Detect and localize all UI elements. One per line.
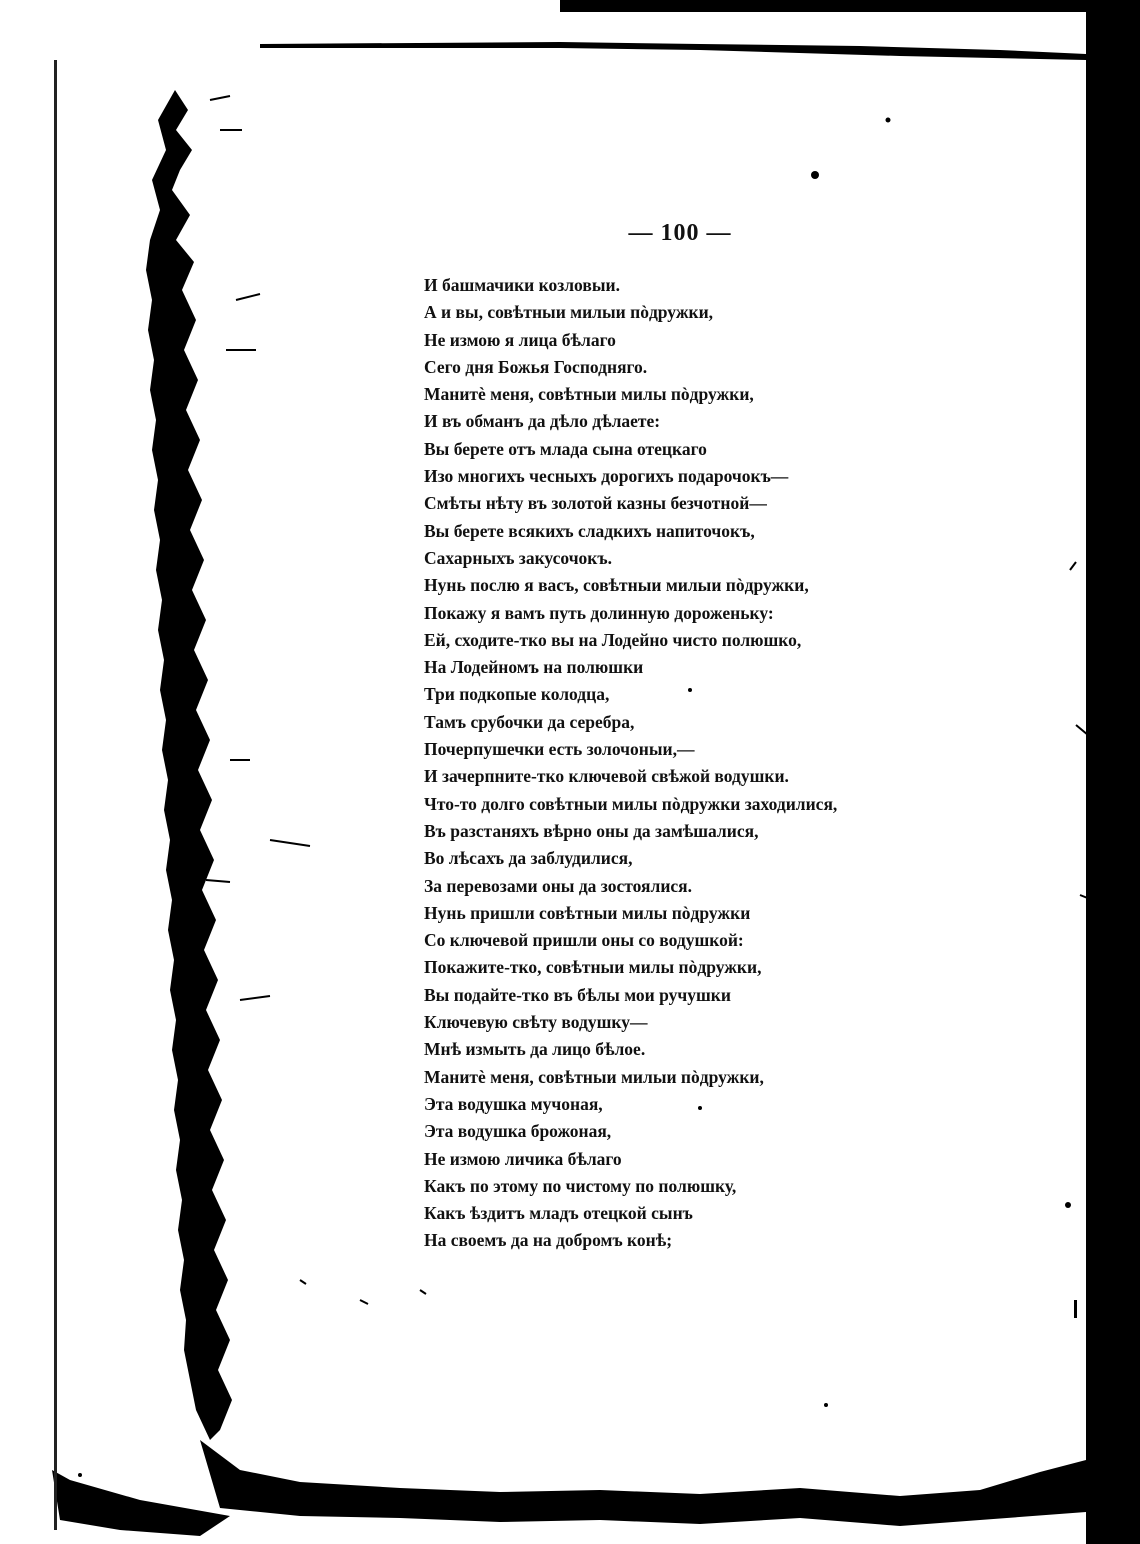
poem-line: Смѣты нѣту въ золотой казны безчотной—: [424, 493, 767, 514]
poem-line: Эта водушка мучоная,: [424, 1093, 603, 1114]
poem-line: И башмачики козловыи.: [424, 275, 620, 295]
poem-line: Мнѣ измыть да лицо бѣлое.: [424, 1039, 646, 1060]
poem-line: Сего дня Божья Господняго.: [424, 356, 648, 377]
poem-line: Манитѐ меня, совѣтныи милы пòдружки,: [424, 384, 754, 405]
poem-line: Вы подайте-тко въ бѣлы мои ручушки: [424, 984, 731, 1005]
left-margin-line: [54, 60, 57, 1530]
left-torn-edge: [146, 90, 232, 1440]
right-edge-band: [1086, 0, 1140, 1544]
poem-line: На своемъ да на добромъ конѣ;: [424, 1230, 673, 1251]
margin-mark-right: [1074, 1300, 1077, 1318]
speck: [886, 118, 891, 123]
poem-line: На Лодейномъ на полюшки: [424, 657, 644, 678]
poem-line: Въ разстаняхъ вѣрно оны да замѣшалися,: [424, 820, 759, 841]
poem-line: Со ключевой пришли оны со водушкой:: [424, 930, 744, 951]
poem-line: Покажите-тко, совѣтныи милы пòдружки,: [424, 957, 762, 978]
poem-line: И зачерпните-тко ключевой свѣжой водушки.: [424, 766, 789, 787]
poem-line: Тамъ срубочки да серебра,: [424, 711, 635, 732]
poem-line: Что-то долго совѣтныи милы пòдружки заходилися,: [424, 793, 838, 814]
poem-text: [424, 272, 984, 1255]
poem-line: Три подкопые колодца,: [424, 684, 610, 705]
poem-line: Какъ ѣздитъ младъ отецкой сынъ: [424, 1203, 693, 1224]
poem-line: Почерпушечки есть золочоныи,—: [424, 739, 695, 760]
poem-line: Ключевую свѣту водушку—: [424, 1012, 648, 1033]
poem-line: Во лѣсахъ да заблудилися,: [424, 848, 633, 869]
poem-line: Изо многихъ чесныхъ дорогихъ подарочокъ—: [424, 466, 789, 487]
bottom-torn-edge: [200, 1440, 1086, 1526]
poem-line: За перевозами оны да зостоялися.: [424, 875, 693, 896]
poem-line: Не измою личика бѣлаго: [424, 1148, 622, 1169]
speck: [811, 171, 819, 179]
poem-line: Манитѐ меня, совѣтныи милыи пòдружки,: [424, 1066, 764, 1087]
left-lower-strip: [52, 1470, 230, 1536]
poem-line: Ей, сходите-тко вы на Лодейно чисто полюшко,: [424, 629, 802, 650]
page-number: — 100 —: [628, 220, 732, 246]
poem-line: И въ обманъ да дѣло дѣлаете:: [424, 411, 661, 432]
poem-line: Вы берете отъ млада сына отецкаго: [424, 438, 707, 459]
speck: [824, 1403, 828, 1407]
poem-line: А и вы, совѣтныи милыи пòдружки,: [424, 302, 714, 323]
speck: [1065, 1202, 1071, 1208]
poem-line: Какъ по этому по чистому по полюшку,: [424, 1175, 737, 1196]
poem-line: Сахарныхъ закусочокъ.: [424, 547, 612, 568]
top-edge-band: [560, 0, 1140, 12]
poem-line: Эта водушка брожоная,: [424, 1121, 612, 1142]
poem-line: Вы берете всякихъ сладкихъ напиточокъ,: [424, 520, 755, 541]
poem-line: Не измою я лица бѣлаго: [424, 329, 616, 350]
top-torn-line: [260, 42, 1086, 60]
poem-line: Нунь послю я васъ, совѣтныи милыи пòдружки,: [424, 575, 809, 596]
poem-line: Покажу я вамъ путь долинную дороженьку:: [424, 602, 774, 623]
speck: [78, 1473, 82, 1477]
poem-line: Нунь пришли совѣтныи милы пòдружки: [424, 902, 751, 923]
